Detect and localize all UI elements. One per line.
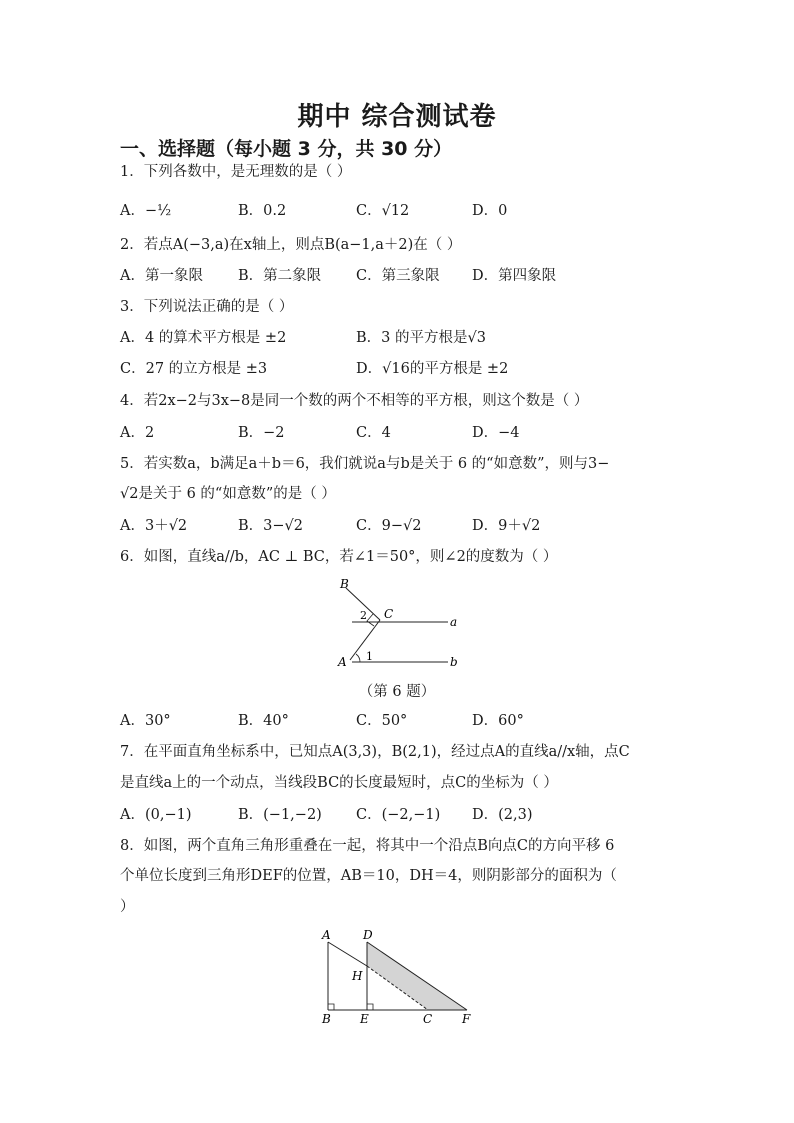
question-8-stem-line3: ） xyxy=(120,899,135,915)
question-3-options-row2 xyxy=(120,359,680,379)
option-c: C．第三象限 xyxy=(356,268,440,284)
option-b: B．3−√2 xyxy=(238,518,303,534)
option-d: D．第四象限 xyxy=(472,268,557,284)
question-6-caption: （第 6 题） xyxy=(358,684,436,700)
label-b: B xyxy=(340,577,349,591)
question-2-options xyxy=(120,266,680,286)
option-c: C．√12 xyxy=(356,203,410,219)
option-d: D．9＋√2 xyxy=(472,518,541,534)
label-a: A xyxy=(338,655,347,669)
option-a: A．30° xyxy=(120,713,171,729)
question-2-stem: 2．若点A(−3,a)在x轴上，则点B(a−1,a＋2)在（ ） xyxy=(120,237,462,253)
question-6-figure xyxy=(330,574,470,674)
label-c: C xyxy=(384,607,394,621)
label-d: D xyxy=(363,928,373,942)
right-angle-mark xyxy=(367,614,374,626)
question-7-stem-line2: 是直线a上的一个动点，当线段BC的长度最短时，点C的坐标为（ ） xyxy=(120,775,558,791)
section-heading: 一、选择题（每小题 3 分，共 30 分） xyxy=(120,138,453,160)
label-a: A xyxy=(322,928,331,942)
question-6-stem: 6．如图，直线a//b，AC ⊥ BC，若∠1＝50°，则∠2的度数为（ ） xyxy=(120,549,558,565)
option-b: B．−2 xyxy=(238,425,285,441)
right-angle-b xyxy=(328,1004,334,1010)
label-line-a: a xyxy=(450,615,458,629)
question-4-options xyxy=(120,423,680,443)
label-line-b: b xyxy=(450,655,458,669)
label-f: F xyxy=(462,1012,471,1026)
label-b: B xyxy=(322,1012,331,1026)
option-a: A．(0,−1) xyxy=(120,807,192,823)
option-a: A．2 xyxy=(120,425,155,441)
question-8-figure xyxy=(312,926,482,1026)
option-b: B．40° xyxy=(238,713,289,729)
option-a: A．第一象限 xyxy=(120,268,203,284)
option-d: D．60° xyxy=(472,713,524,729)
option-d: D．0 xyxy=(472,203,508,219)
question-1-stem: 1．下列各数中，是无理数的是（ ） xyxy=(120,164,352,180)
question-3-stem: 3．下列说法正确的是（ ） xyxy=(120,299,294,315)
option-c: C．4 xyxy=(356,425,391,441)
option-d: D．−4 xyxy=(472,425,520,441)
option-d: D．√16的平方根是 ±2 xyxy=(356,361,509,377)
option-a: A．−½ xyxy=(120,203,172,219)
label-angle-1: 1 xyxy=(366,650,373,663)
option-b: B．0.2 xyxy=(238,203,287,219)
question-5-options xyxy=(120,516,680,536)
option-b: B．(−1,−2) xyxy=(238,807,322,823)
option-b: B．第二象限 xyxy=(238,268,322,284)
option-a: A．4 的算术平方根是 ±2 xyxy=(120,330,287,346)
page-title: 期中 综合测试卷 xyxy=(297,102,497,132)
option-a: A．3＋√2 xyxy=(120,518,188,534)
segment-ah xyxy=(328,942,367,966)
option-c: C．27 的立方根是 ±3 xyxy=(120,361,268,377)
option-b: B．3 的平方根是√3 xyxy=(356,330,486,346)
option-c: C．9−√2 xyxy=(356,518,422,534)
question-7-stem-line1: 7．在平面直角坐标系中，已知点A(3,3)，B(2,1)，经过点A的直线a//x轴，点C xyxy=(120,744,630,760)
question-6-options xyxy=(120,711,680,731)
option-d: D．(2,3) xyxy=(472,807,533,823)
question-7-options xyxy=(120,805,680,825)
option-c: C．(−2,−1) xyxy=(356,807,441,823)
question-4-stem: 4．若2x−2与3x−8是同一个数的两个不相等的平方根，则这个数是（ ） xyxy=(120,393,589,409)
label-angle-2: 2 xyxy=(360,609,367,622)
question-3-options-row1 xyxy=(120,328,680,348)
option-c: C．50° xyxy=(356,713,408,729)
right-angle-e xyxy=(367,1004,373,1010)
angle-1-arc xyxy=(356,654,360,662)
question-5-stem-line1: 5．若实数a，b满足a＋b＝6，我们就说a与b是关于 6 的“如意数”，则与3− xyxy=(120,456,610,472)
question-1-options xyxy=(120,201,680,221)
label-e: E xyxy=(360,1012,369,1026)
question-8-stem-line1: 8．如图，两个直角三角形重叠在一起，将其中一个沿点B向点C的方向平移 6 xyxy=(120,838,615,854)
question-8-stem-line2: 个单位长度到三角形DEF的位置，AB＝10，DH＝4，则阴影部分的面积为（ xyxy=(120,868,617,884)
segment-ac xyxy=(350,620,380,660)
question-5-stem-line2: √2是关于 6 的“如意数”的是（ ） xyxy=(120,486,336,502)
label-c: C xyxy=(423,1012,433,1026)
label-h: H xyxy=(352,969,363,983)
